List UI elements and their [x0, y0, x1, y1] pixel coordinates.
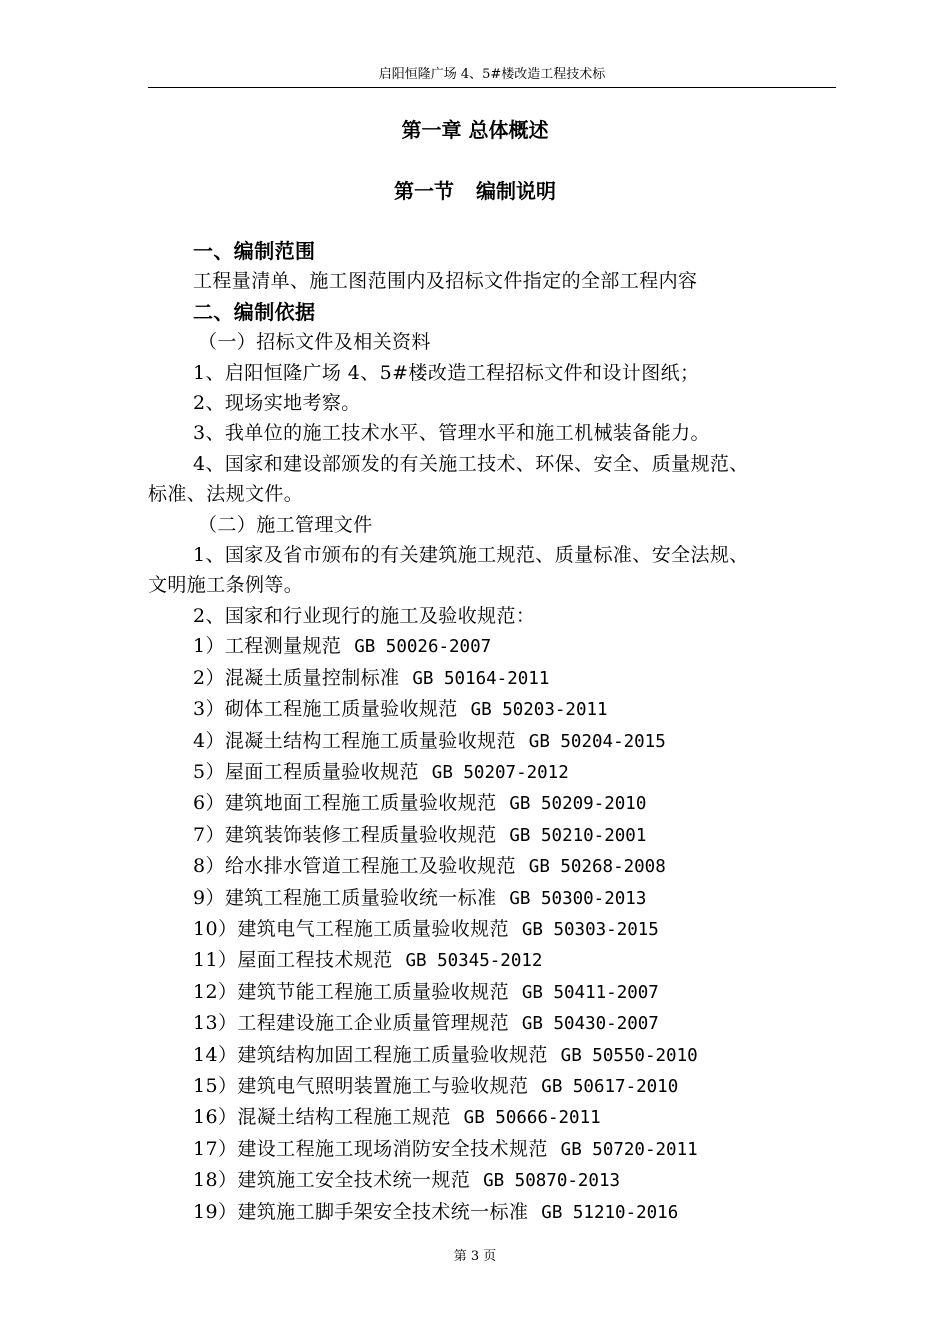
standard-name: 15）建筑电气照明装置施工与验收规范 [193, 1074, 529, 1097]
standard-code: GB 50268-2008 [528, 857, 666, 878]
standard-code: GB 50207-2012 [431, 762, 569, 783]
standard-item [148, 1197, 838, 1228]
header-divider [148, 87, 836, 88]
document-body [148, 236, 838, 1228]
running-header: 启阳恒隆广场 4、5#楼改造工程技术标 [378, 67, 606, 82]
standard-code: GB 50203-2011 [470, 700, 608, 721]
standard-item [148, 1071, 838, 1102]
standard-name: 8）给水排水管道工程施工及验收规范 [193, 855, 516, 878]
standard-item [148, 945, 838, 976]
standard-code: GB 50411-2007 [521, 982, 659, 1003]
standard-name: 5）屋面工程质量验收规范 [193, 760, 419, 783]
standard-item [148, 1040, 838, 1071]
standard-item [148, 977, 838, 1008]
standard-code: GB 50300-2013 [509, 888, 647, 909]
standard-name: 2）混凝土质量控制标准 [193, 666, 400, 689]
standard-name: 9）建筑工程施工质量验收统一标准 [193, 886, 497, 909]
standard-code: GB 50430-2007 [521, 1014, 659, 1035]
standard-name: 17）建设工程施工现场消防安全技术规范 [193, 1137, 548, 1160]
standard-code: GB 50666-2011 [463, 1108, 601, 1129]
standard-name: 3）砌体工程施工质量验收规范 [193, 698, 458, 721]
list-item-continuation: 文明施工条例等。 [148, 574, 304, 597]
standard-code: GB 50550-2010 [560, 1045, 698, 1066]
standard-code: GB 51210-2016 [541, 1202, 679, 1223]
standard-item [148, 1008, 838, 1039]
standard-item [148, 631, 838, 662]
standard-item [148, 1134, 838, 1165]
standard-name: 18）建筑施工安全技术统一规范 [193, 1169, 471, 1192]
subheading-management-docs: （二）施工管理文件 [198, 513, 373, 536]
standard-item [148, 663, 838, 694]
standard-name: 1）工程测量规范 [193, 635, 342, 658]
standard-item [148, 788, 838, 819]
standard-name: 14）建筑结构加固工程施工质量验收规范 [193, 1043, 548, 1066]
heading-basis: 二、编制依据 [193, 299, 316, 324]
list-item: 1、国家及省市颁布的有关建筑施工规范、质量标准、安全法规、 [193, 544, 749, 567]
standard-name: 10）建筑电气工程施工质量验收规范 [193, 917, 509, 940]
standard-item [148, 757, 838, 788]
standard-name: 12）建筑节能工程施工质量验收规范 [193, 980, 509, 1003]
standard-name: 11）屋面工程技术规范 [193, 949, 393, 972]
list-item: 4、国家和建设部颁发的有关施工技术、环保、安全、质量规范、 [193, 452, 749, 475]
standards-list [148, 631, 838, 1228]
standard-code: GB 50345-2012 [405, 951, 543, 972]
standard-item [148, 820, 838, 851]
list-item-continuation: 标准、法规文件。 [148, 483, 304, 506]
page-number: 第 3 页 [453, 1249, 497, 1264]
standard-item [148, 726, 838, 757]
standard-code: GB 50617-2010 [541, 1076, 679, 1097]
chapter-title: 第一章 总体概述 [401, 118, 549, 142]
section-name: 编制说明 [476, 179, 556, 203]
standard-code: GB 50210-2001 [509, 825, 647, 846]
standard-code: GB 50026-2007 [354, 637, 492, 658]
standard-name: 4）混凝土结构工程施工质量验收规范 [193, 729, 516, 752]
section-title [0, 177, 950, 205]
standard-code: GB 50204-2015 [528, 731, 666, 752]
standard-code: GB 50209-2010 [509, 794, 647, 815]
standard-item [148, 694, 838, 725]
section-number: 第一节 [394, 179, 454, 203]
standard-name: 19）建筑施工脚手架安全技术统一标准 [193, 1200, 529, 1223]
list-item: 3、我单位的施工技术水平、管理水平和施工机械装备能力。 [193, 422, 710, 445]
heading-scope: 一、编制范围 [193, 239, 316, 263]
scope-text: 工程量清单、施工图范围内及招标文件指定的全部工程内容 [193, 270, 698, 293]
standard-name: 6）建筑地面工程施工质量验收规范 [193, 792, 497, 815]
list-item: 2、国家和行业现行的施工及验收规范： [193, 604, 536, 627]
subheading-tender-docs: （一）招标文件及相关资料 [198, 331, 431, 354]
list-item: 1、启阳恒隆广场 4、5#楼改造工程招标文件和设计图纸； [193, 361, 700, 384]
standard-item [148, 883, 838, 914]
standard-code: GB 50870-2013 [483, 1171, 621, 1192]
standard-code: GB 50164-2011 [412, 668, 550, 689]
standard-name: 16）混凝土结构工程施工规范 [193, 1106, 451, 1129]
standard-code: GB 50303-2015 [521, 919, 659, 940]
list-item: 2、现场实地考察。 [193, 392, 361, 415]
standard-code: GB 50720-2011 [560, 1139, 698, 1160]
standard-name: 7）建筑装饰装修工程质量验收规范 [193, 823, 497, 846]
standard-item [148, 851, 838, 882]
standard-item [148, 1102, 838, 1133]
standard-item [148, 1165, 838, 1196]
standard-name: 13）工程建设施工企业质量管理规范 [193, 1012, 509, 1035]
standard-item [148, 914, 838, 945]
